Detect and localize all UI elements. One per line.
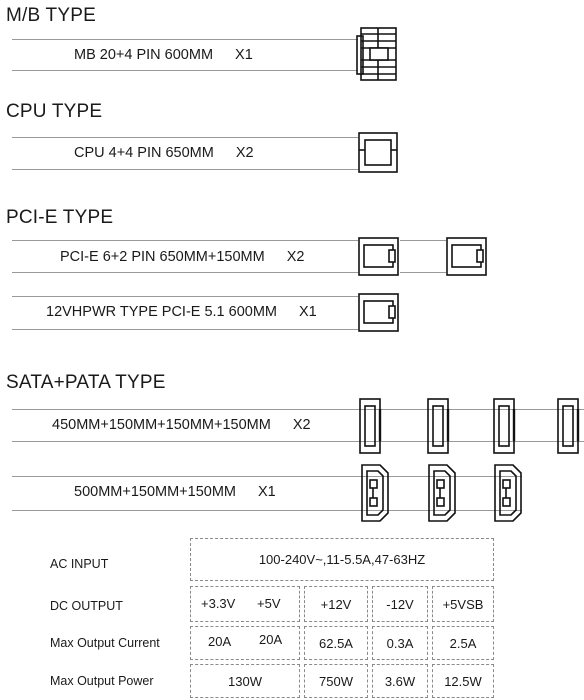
cpu-cable-qty: X2 — [235, 145, 254, 161]
cable-line — [12, 39, 358, 40]
12vhpwr-cable-label — [46, 304, 317, 320]
power-12v: 750W — [304, 664, 368, 698]
current-neg12v: 0.3A — [372, 626, 428, 660]
pata-cable-name: 500MM+150MM+150MM — [74, 484, 236, 500]
current-12v: 62.5A — [304, 626, 368, 660]
power-neg12v: 3.6W — [372, 664, 428, 698]
sata-cable-label — [52, 417, 311, 433]
mb-24pin-connector-icon — [356, 26, 402, 82]
dc-output-neg12v: -12V — [372, 586, 428, 622]
mb-section-title: M/B TYPE — [6, 5, 96, 26]
current-cell-3v3-5v — [190, 626, 300, 660]
mb-cable-label — [74, 47, 253, 63]
12vhpwr-cable-qty: X1 — [299, 304, 317, 320]
dc-output-5vsb: +5VSB — [432, 586, 494, 622]
sata-connector-icon — [492, 397, 518, 455]
sata-connector-icon — [556, 397, 582, 455]
cable-line — [12, 70, 358, 71]
cpu-cable-label — [74, 145, 254, 161]
cable-line — [12, 169, 358, 170]
pcie-cable-name: PCI-E 6+2 PIN 650MM+150MM — [60, 249, 265, 265]
power-5vsb: 12.5W — [432, 664, 494, 698]
pcie-6+2pin-connector-icon — [445, 236, 489, 278]
current-5vsb: 2.5A — [432, 626, 494, 660]
pcie-cable-qty: X2 — [286, 249, 305, 265]
current-5v: 20A — [259, 632, 283, 647]
sata-cable-name: 450MM+150MM+150MM+150MM — [52, 417, 271, 433]
pcie-6+2pin-connector-icon — [357, 236, 401, 278]
mb-cable-qty: X1 — [235, 47, 253, 63]
cable-line — [12, 272, 358, 273]
cable-line — [12, 329, 358, 330]
dc-output-12v: +12V — [304, 586, 368, 622]
dc-output-3v3: +3.3V — [201, 596, 236, 611]
12vhpwr-cable-name: 12VHPWR TYPE PCI-E 5.1 600MM — [46, 304, 278, 320]
current-3v3: 20A — [208, 634, 232, 649]
spec-label-max-current: Max Output Current — [50, 636, 160, 650]
molex-connector-icon — [490, 463, 524, 523]
pata-cable-label — [74, 484, 276, 500]
12vhpwr-connector-icon — [357, 292, 401, 334]
spec-label-ac-input: AC INPUT — [50, 557, 109, 571]
cable-line — [400, 272, 446, 273]
pcie-section-title: PCI-E TYPE — [6, 207, 114, 228]
cable-line — [12, 240, 358, 241]
pcie-cable-label — [60, 249, 304, 265]
cpu-8pin-connector-icon — [356, 130, 402, 176]
mb-cable-name: MB 20+4 PIN 600MM — [74, 47, 214, 63]
molex-connector-icon — [357, 463, 391, 523]
sata-connector-icon — [426, 397, 452, 455]
pata-cable-qty: X1 — [258, 484, 276, 500]
sata-section-title: SATA+PATA TYPE — [6, 372, 166, 393]
molex-connector-icon — [424, 463, 458, 523]
sata-cable-qty: X2 — [292, 417, 311, 433]
cable-line — [12, 296, 358, 297]
sata-connector-icon — [358, 397, 384, 455]
cable-line — [12, 137, 358, 138]
cpu-cable-name: CPU 4+4 PIN 650MM — [74, 145, 214, 161]
cable-line — [400, 240, 446, 241]
spec-label-max-power: Max Output Power — [50, 674, 154, 688]
spec-label-dc-output: DC OUTPUT — [50, 599, 123, 613]
ac-input-value: 100-240V~,11-5.5A,47-63HZ — [190, 538, 494, 581]
dc-output-5v: +5V — [257, 596, 281, 611]
cpu-section-title: CPU TYPE — [6, 101, 103, 122]
power-3v3-5v: 130W — [190, 664, 300, 698]
